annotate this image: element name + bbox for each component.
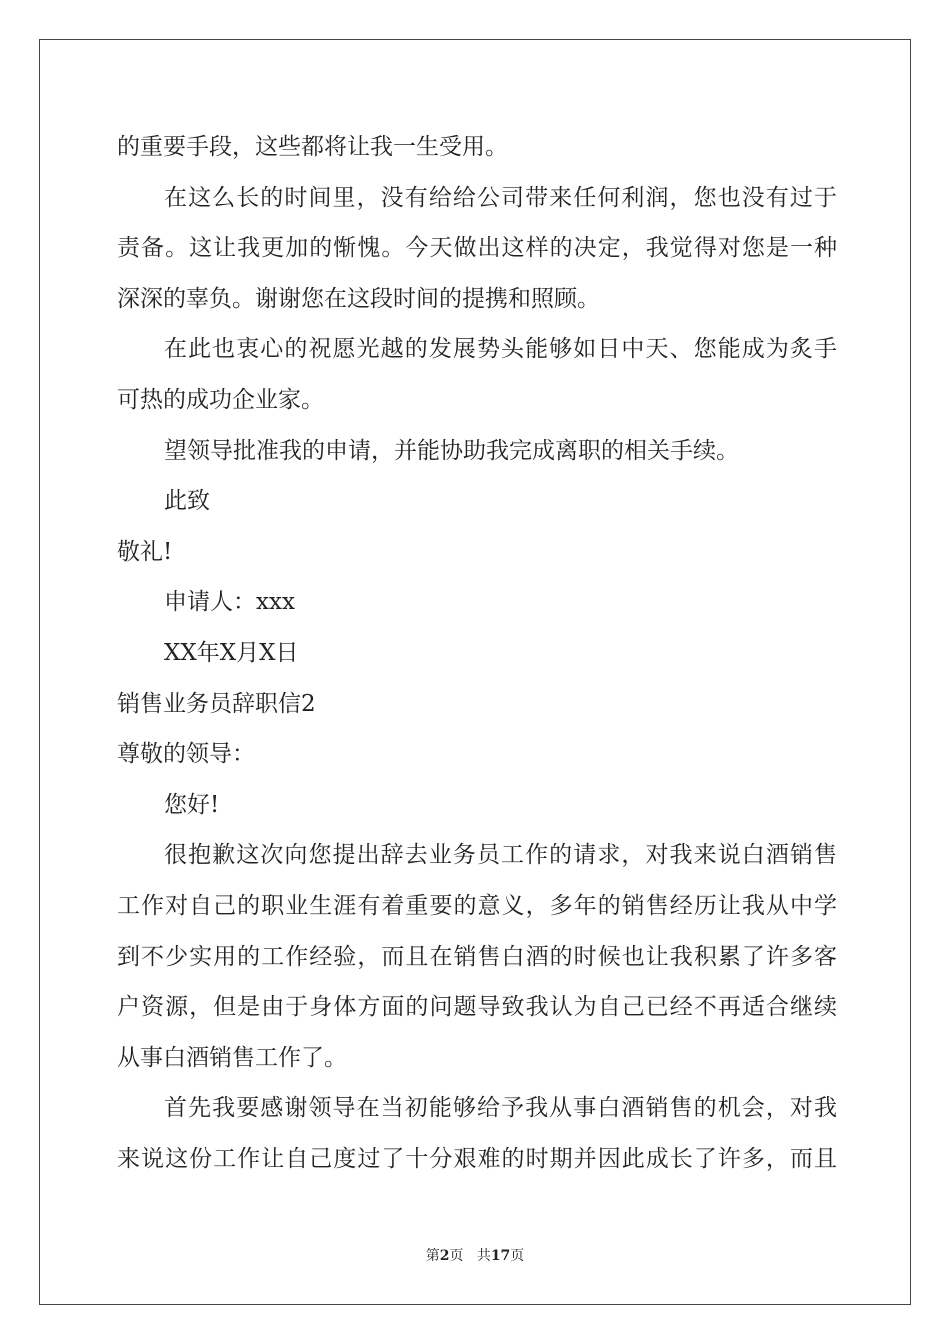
text-line: 申请人：xxx	[164, 589, 295, 616]
text-line: 在此也衷心的祝愿光越的发展势头能够如日中天、您能成为炙手	[164, 336, 837, 363]
text-line: 此致	[164, 488, 210, 515]
text-line: 来说这份工作让自己度过了十分艰难的时期并因此成长了许多，而且	[117, 1145, 837, 1172]
page-footer	[0, 1245, 950, 1265]
footer-total-suffix: 页	[510, 1248, 525, 1264]
document-body	[117, 122, 837, 1184]
text-line: 敬礼!	[117, 538, 173, 565]
text-line: 工作对自己的职业生涯有着重要的意义，多年的销售经历让我从中学	[117, 892, 837, 919]
text-line: 尊敬的领导：	[117, 741, 255, 768]
text-line: 到不少实用的工作经验，而且在销售白酒的时候也让我积累了许多客	[117, 943, 837, 970]
text-line: 深深的辜负。谢谢您在这段时间的提携和照顾。	[117, 285, 600, 312]
text-line: XX年X月X日	[164, 639, 299, 666]
footer-page-number: 2	[439, 1248, 450, 1264]
text-line: 的重要手段，这些都将让我一生受用。	[117, 134, 508, 160]
text-line: 在这么长的时间里，没有给给公司带来任何利润，您也没有过于	[164, 184, 837, 211]
footer-total-number: 17	[490, 1248, 511, 1264]
text-line: 责备。这让我更加的惭愧。今天做出这样的决定，我觉得对您是一种	[117, 235, 837, 262]
text-line: 从事白酒销售工作了。	[117, 1044, 347, 1071]
text-line: 销售业务员辞职信2	[117, 690, 316, 717]
footer-total-prefix: 共	[476, 1248, 491, 1264]
text-line: 户资源，但是由于身体方面的问题导致我认为自己已经不再适合继续	[117, 994, 837, 1021]
text-line: 很抱歉这次向您提出辞去业务员工作的请求，对我来说白酒销售	[164, 842, 837, 869]
footer-page-suffix: 页	[449, 1248, 464, 1264]
text-line: 望领导批准我的申请，并能协助我完成离职的相关手续。	[164, 437, 739, 464]
footer-page-prefix: 第	[425, 1248, 440, 1264]
text-line: 可热的成功企业家。	[117, 386, 324, 413]
text-line: 您好!	[164, 791, 220, 818]
text-line: 首先我要感谢领导在当初能够给予我从事白酒销售的机会，对我	[164, 1095, 837, 1122]
